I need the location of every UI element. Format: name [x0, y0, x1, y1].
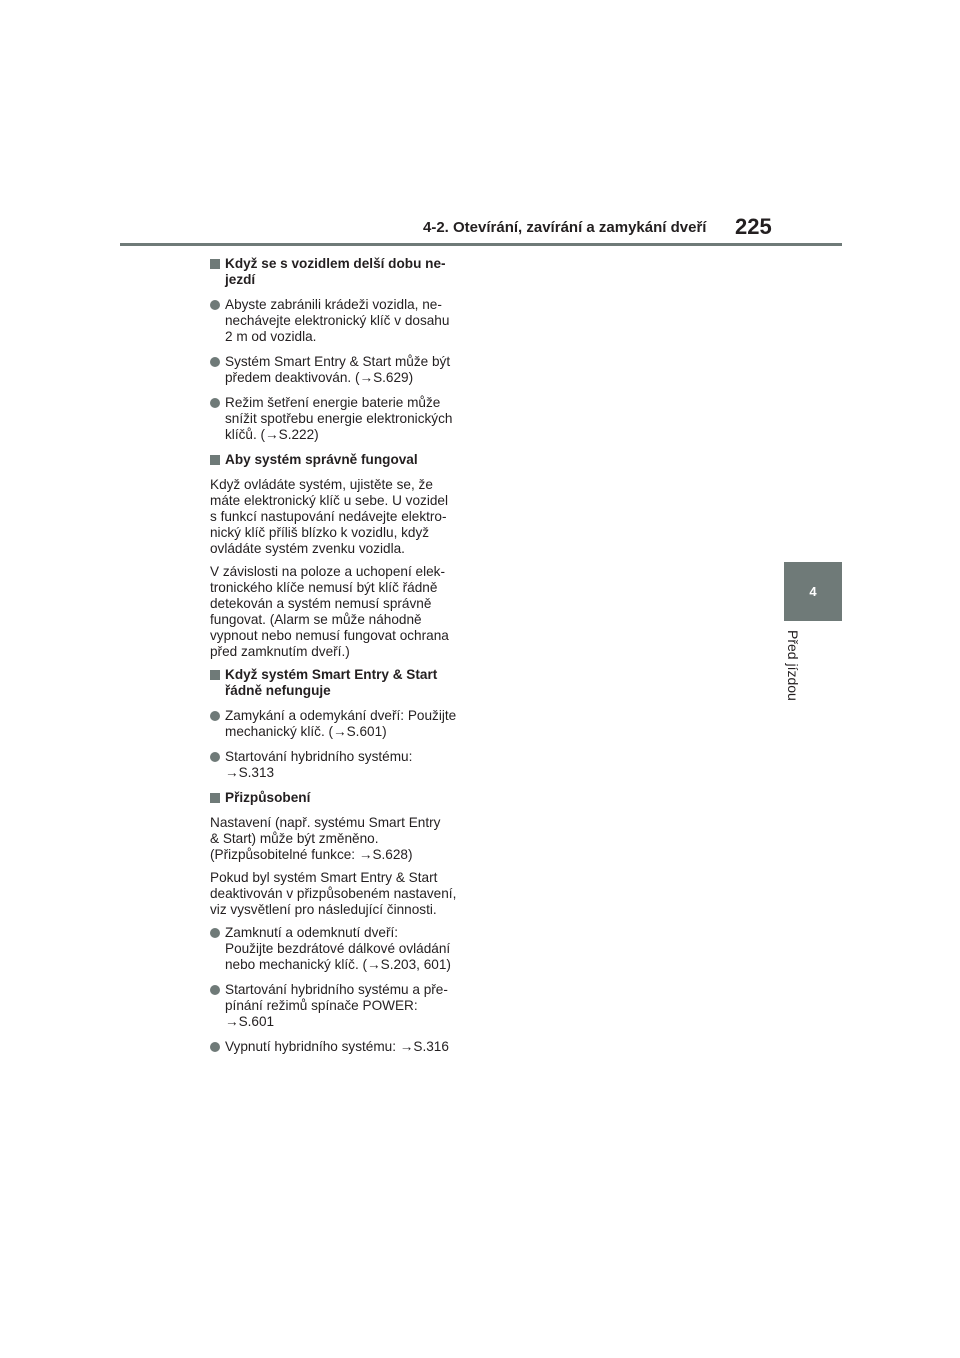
- chapter-label: Před jízdou: [785, 630, 801, 701]
- list-item: [210, 354, 470, 386]
- text-line: detekován a systém nemusí správně: [210, 596, 432, 611]
- list-item: [210, 982, 470, 1030]
- main-content: [210, 256, 470, 1064]
- text-line: Nastavení (např. systému Smart Entry: [210, 815, 441, 830]
- text-line: →S.313: [225, 765, 275, 780]
- text-line: (Přizpůsobitelné funkce: →S.628): [210, 847, 413, 862]
- text-line: Přizpůsobení: [225, 790, 311, 805]
- square-bullet-icon: [210, 670, 220, 680]
- text-line: Použijte bezdrátové dálkové ovládání: [225, 941, 451, 956]
- text-line: Aby systém správně fungoval: [225, 452, 418, 467]
- text-line: ovládáte systém zvenku vozidla.: [210, 541, 405, 556]
- text-line: viz vysvětlení pro následující činnosti.: [210, 902, 437, 917]
- square-bullet-icon: [210, 455, 220, 465]
- text-line: deaktivován v přizpůsobeném nastavení,: [210, 886, 457, 901]
- text-line: klíčů. (→S.222): [225, 427, 319, 442]
- text-line: pínání režimů spínače POWER:: [225, 998, 418, 1013]
- circle-bullet-icon: [210, 357, 220, 367]
- list-item: [210, 708, 470, 740]
- text-line: Když se s vozidlem delší dobu ne-: [225, 256, 446, 271]
- text-line: Startování hybridního systému a pře-: [225, 982, 448, 997]
- text-line: V závislosti na poloze a uchopení elek-: [210, 564, 446, 579]
- circle-bullet-icon: [210, 711, 220, 721]
- list-item: [210, 297, 470, 345]
- section-title: 4-2. Otevírání, zavírání a zamykání dveří: [423, 219, 707, 236]
- text-line: Abyste zabránili krádeži vozidla, ne-: [225, 297, 442, 312]
- text-line: jezdí: [225, 272, 256, 287]
- text-line: vypnout nebo nemusí fungovat ochrana: [210, 628, 449, 643]
- text-line: Zamykání a odemykání dveří: Použijte: [225, 708, 457, 723]
- square-bullet-icon: [210, 793, 220, 803]
- section-heading: [210, 667, 470, 699]
- text-line: Zamknutí a odemknutí dveří:: [225, 925, 399, 940]
- text-line: Pokud byl systém Smart Entry & Start: [210, 870, 438, 885]
- text-line: nebo mechanický klíč. (→S.203, 601): [225, 957, 451, 972]
- paragraph: [210, 564, 470, 660]
- text-line: 2 m od vozidla.: [225, 329, 317, 344]
- text-line: Systém Smart Entry & Start může být: [225, 354, 451, 369]
- list-item: [210, 1039, 470, 1055]
- list-item: [210, 749, 470, 781]
- circle-bullet-icon: [210, 928, 220, 938]
- section-heading: [210, 256, 470, 288]
- square-bullet-icon: [210, 259, 220, 269]
- header-divider: [120, 243, 842, 246]
- paragraph: [210, 815, 470, 863]
- text-line: tronického klíče nemusí být klíč řádně: [210, 580, 438, 595]
- list-item: [210, 395, 470, 443]
- text-line: snížit spotřebu energie elektronických: [225, 411, 453, 426]
- text-line: s funkcí nastupování nedávejte elektro-: [210, 509, 447, 524]
- text-line: Když systém Smart Entry & Start: [225, 667, 438, 682]
- section-heading: [210, 452, 470, 468]
- text-line: Režim šetření energie baterie může: [225, 395, 441, 410]
- section-heading: [210, 790, 470, 806]
- text-line: & Start) může být změněno.: [210, 831, 379, 846]
- circle-bullet-icon: [210, 398, 220, 408]
- text-line: nechávejte elektronický klíč v dosahu: [225, 313, 450, 328]
- text-line: předem deaktivován. (→S.629): [225, 370, 414, 385]
- text-line: Když ovládáte systém, ujistěte se, že: [210, 477, 433, 492]
- text-line: fungovat. (Alarm se může náhodně: [210, 612, 422, 627]
- text-line: máte elektronický klíč u sebe. U vozidel: [210, 493, 448, 508]
- text-line: řádně nefunguje: [225, 683, 331, 698]
- circle-bullet-icon: [210, 1042, 220, 1052]
- circle-bullet-icon: [210, 752, 220, 762]
- text-line: Startování hybridního systému:: [225, 749, 413, 764]
- text-line: Vypnutí hybridního systému: →S.316: [225, 1039, 449, 1054]
- chapter-tab: [784, 562, 842, 621]
- text-line: mechanický klíč. (→S.601): [225, 724, 387, 739]
- text-line: nický klíč příliš blízko k vozidlu, když: [210, 525, 430, 540]
- chapter-number: 4: [809, 584, 817, 599]
- paragraph: [210, 870, 470, 918]
- circle-bullet-icon: [210, 985, 220, 995]
- text-line: před zamknutím dveří.): [210, 644, 350, 659]
- page-number: 225: [735, 214, 772, 239]
- circle-bullet-icon: [210, 300, 220, 310]
- list-item: [210, 925, 470, 973]
- text-line: →S.601: [225, 1014, 275, 1029]
- paragraph: [210, 477, 470, 557]
